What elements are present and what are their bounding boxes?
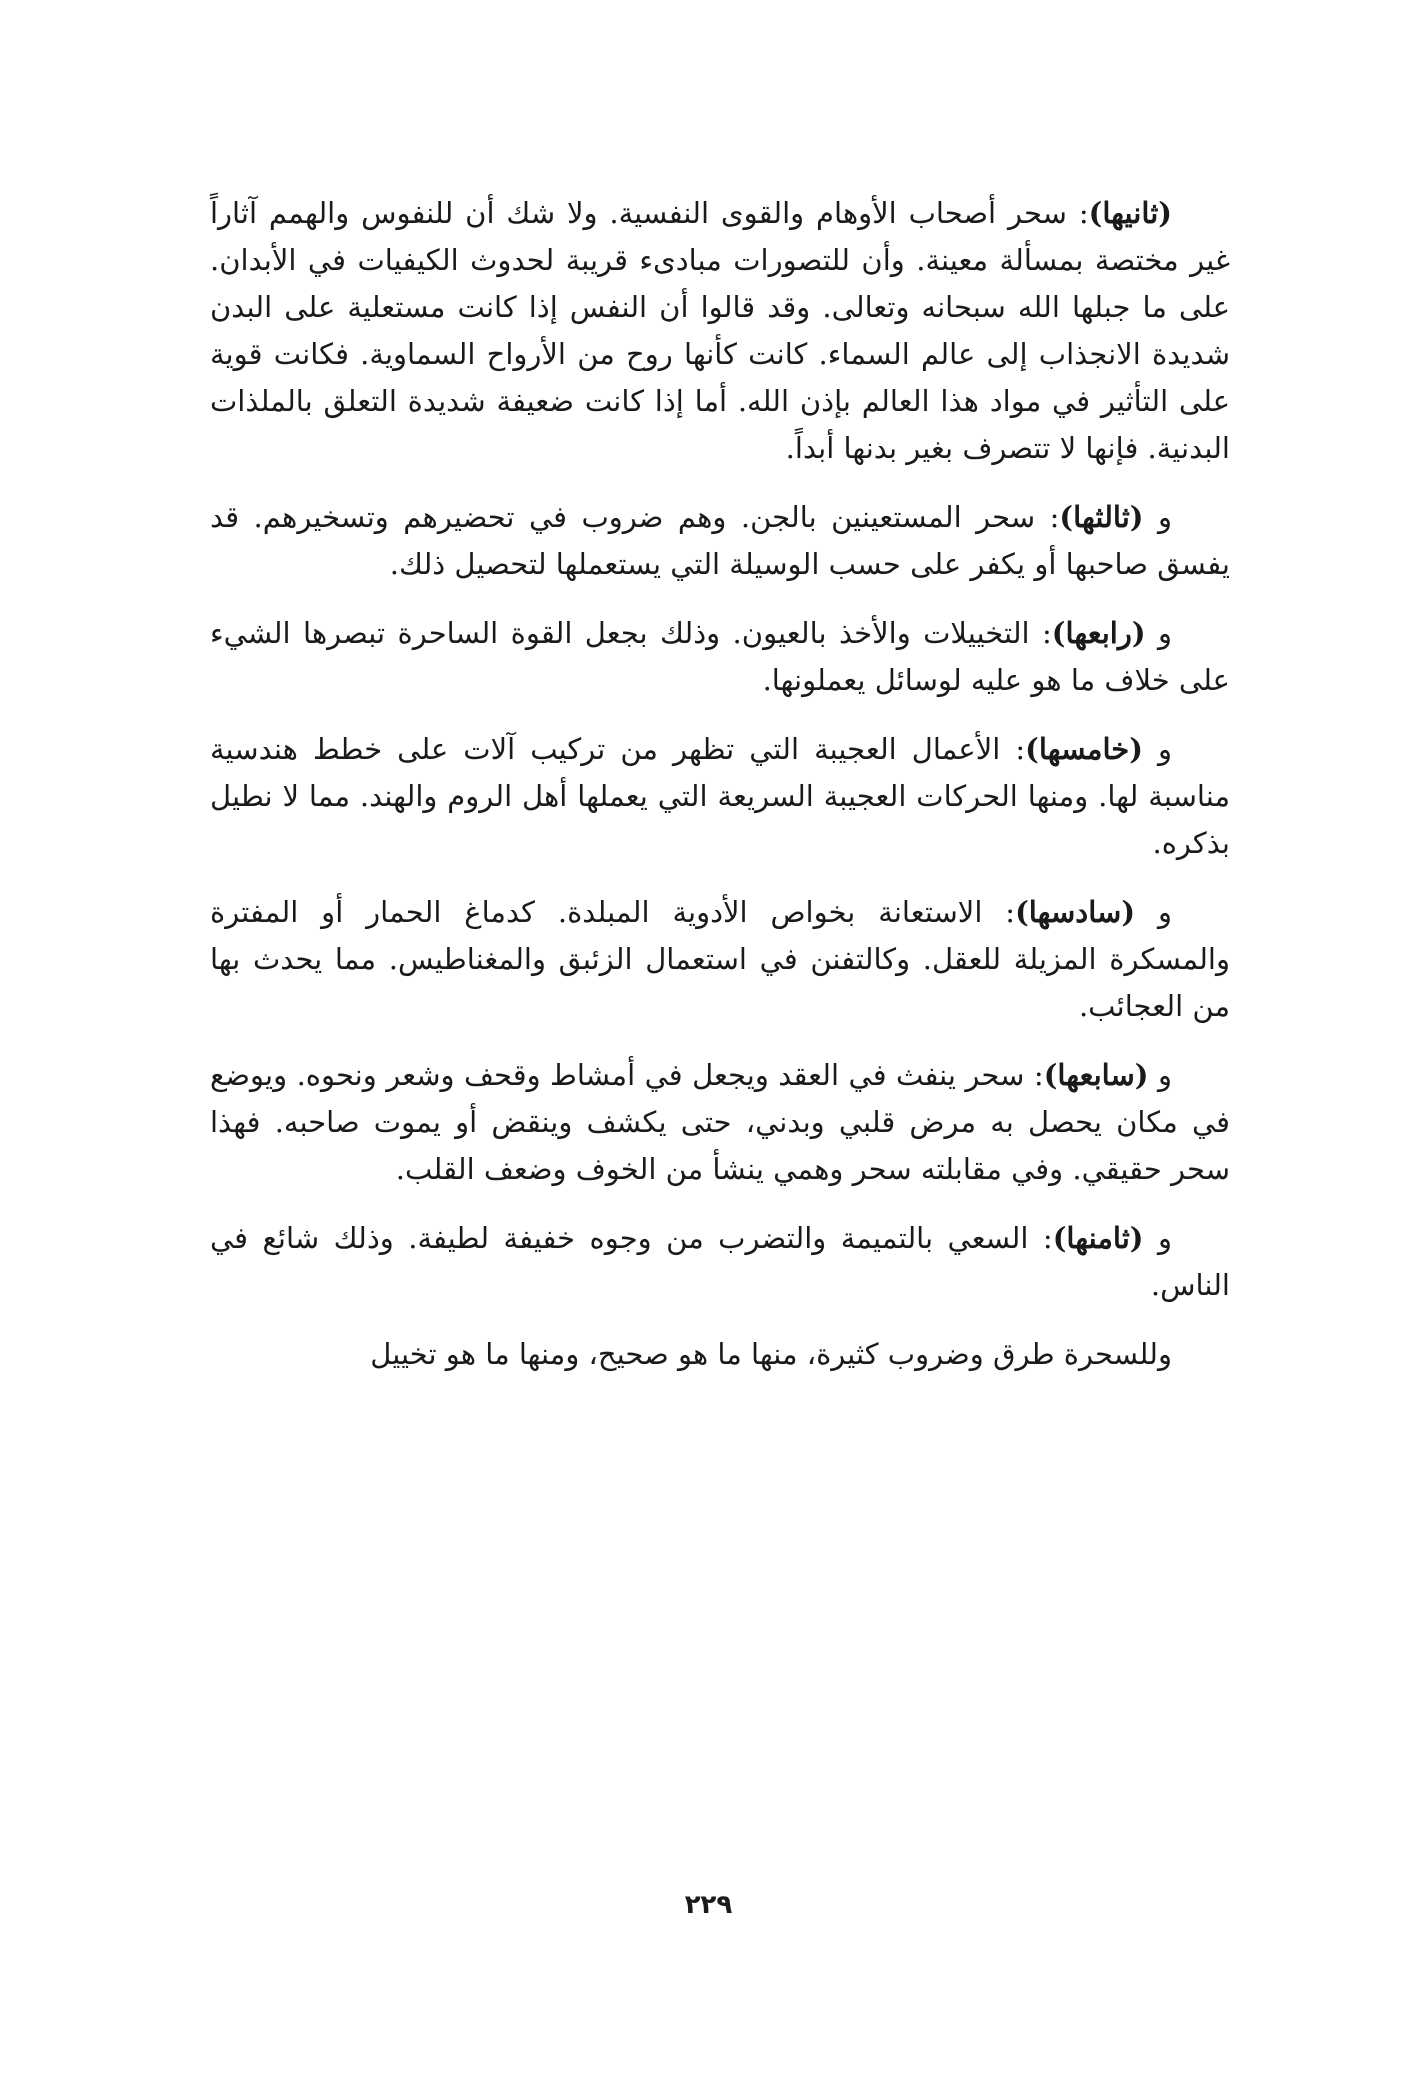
paragraph-lead: (خامسها) [1025, 732, 1143, 766]
paragraph-lead: (ثامنها) [1052, 1221, 1144, 1255]
paragraph-fourth-type [210, 610, 1230, 704]
paragraph-prefix: و [1148, 1058, 1172, 1092]
paragraph-prefix: و [1142, 732, 1172, 766]
paragraph-fifth-type [210, 726, 1230, 867]
paragraph-text: : سحر أصحاب الأوهام والقوى النفسية. ولا شك أن للنفوس والهمم آثاراً غير مختصة بمسألة معينة. وأن للتصورات مبادىء قريبة لحدوث الكيفيات في الأبدان. على ما جبلها الله سبحانه وتعالى. وقد قالوا أن النفس إذا كانت مستعلية على البدن شديدة الانجذاب إلى عالم السماء. كانت كأنها روح من الأرواح السماوية. فكانت قوية على التأثير في مواد هذا العالم بإذن الله. أما إذا كانت ضعيفة شديدة التعلق بالملذات البدنية. فإنها لا تتصرف بغير بدنها أبداً. [210, 196, 1230, 465]
paragraph-closing [210, 1331, 1230, 1378]
paragraph-lead: (ثانيها) [1088, 196, 1172, 230]
paragraph-eighth-type [210, 1215, 1230, 1309]
paragraph-sixth-type [210, 889, 1230, 1030]
paragraph-prefix: و [1145, 616, 1172, 650]
paragraph-text: : السعي بالتميمة والتضرب من وجوه خفيفة لطيفة. وذلك شائع في الناس. [210, 1221, 1230, 1302]
paragraph-text: : التخييلات والأخذ بالعيون. وذلك بجعل القوة الساحرة تبصرها الشيء على خلاف ما هو عليه لوسائل يعملونها. [210, 616, 1230, 697]
paragraph-text: : الاستعانة بخواص الأدوية المبلدة. كدماغ الحمار أو المفترة والمسكرة المزيلة للعقل. وكالتفنن في استعمال الزئبق والمغناطيس. مما يحدث بها من العجائب. [210, 895, 1230, 1023]
paragraph-second-type [210, 190, 1230, 472]
paragraph-text: : الأعمال العجيبة التي تظهر من تركيب آلات على خطط هندسية مناسبة لها. ومنها الحركات العجيبة السريعة التي يعملها أهل الروم والهند. مما لا نطيل بذكره. [210, 732, 1230, 860]
paragraph-seventh-type [210, 1052, 1230, 1193]
paragraph-lead: (سابعها) [1043, 1058, 1149, 1092]
paragraph-text: : سحر المستعينين بالجن. وهم ضروب في تحضيرهم وتسخيرهم. قد يفسق صاحبها أو يكفر على حسب الوسيلة التي يستعملها لتحصيل ذلك. [210, 500, 1230, 581]
page-body [210, 190, 1230, 1400]
paragraph-lead: (رابعها) [1051, 616, 1146, 650]
paragraph-prefix: و [1143, 500, 1172, 534]
paragraph-lead: (ثالثها) [1059, 500, 1144, 534]
paragraph-text: : سحر ينفث في العقد ويجعل في أمشاط وقحف وشعر ونحوه. ويوضع في مكان يحصل به مرض قلبي وبدني، حتى يكشف وينقض أو يموت صاحبه. فهذا سحر حقيقي. وفي مقابلته سحر وهمي ينشأ من الخوف وضعف القلب. [210, 1058, 1230, 1186]
page-number: ٢٢٩ [684, 1890, 733, 1920]
paragraph-third-type [210, 494, 1230, 588]
paragraph-lead: (سادسها) [1015, 895, 1136, 929]
paragraph-text: وللسحرة طرق وضروب كثيرة، منها ما هو صحيح، ومنها ما هو تخييل [370, 1337, 1172, 1371]
paragraph-prefix: و [1143, 1221, 1172, 1255]
paragraph-prefix: و [1135, 895, 1172, 929]
